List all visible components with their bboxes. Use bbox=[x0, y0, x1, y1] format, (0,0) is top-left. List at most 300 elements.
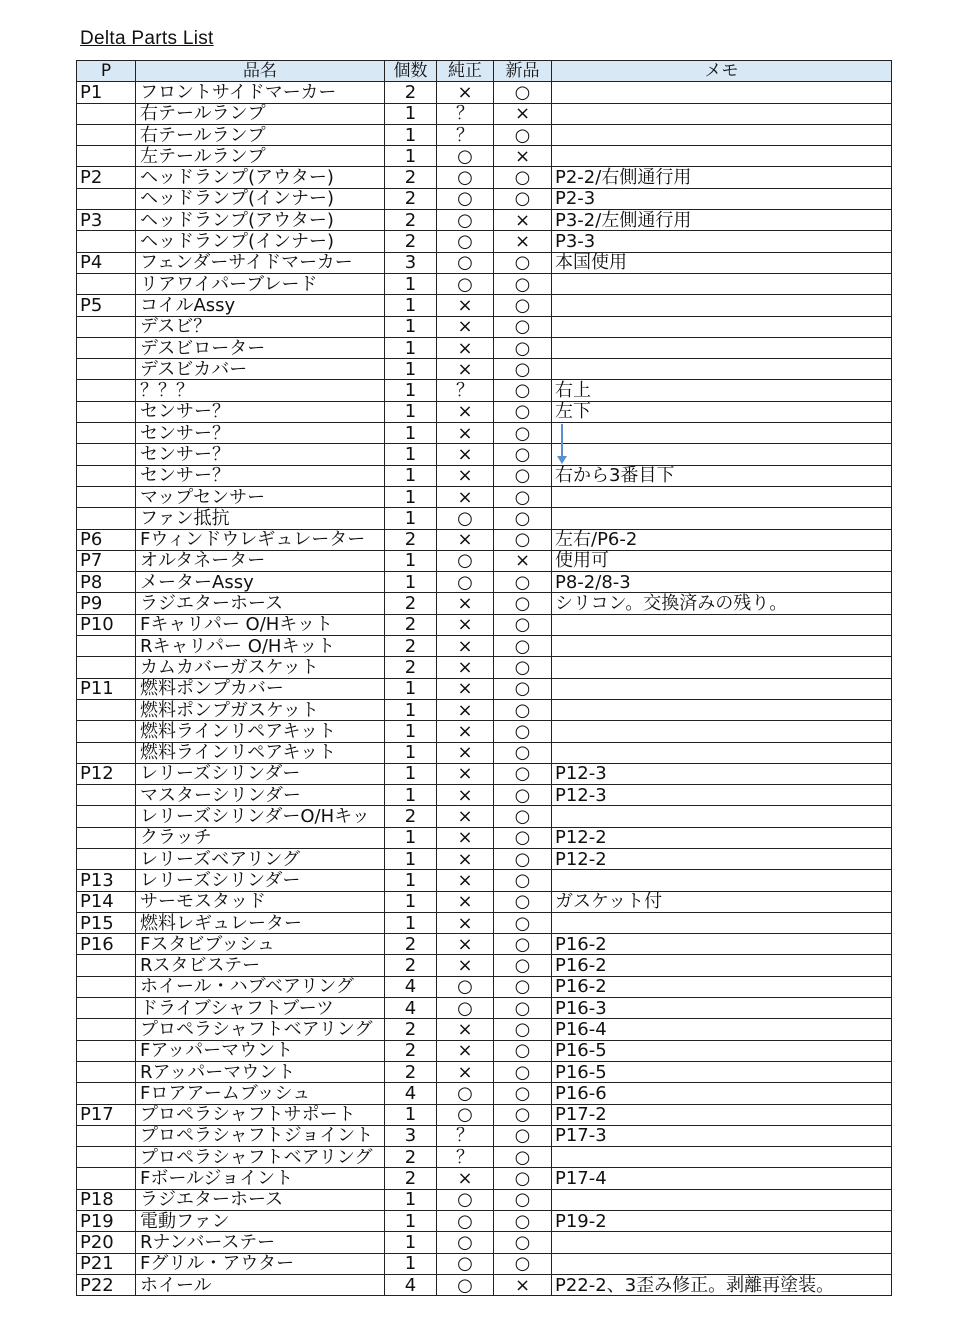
part-name-cell: プロペラシャフトベアリング bbox=[136, 1019, 385, 1040]
part-name-cell: デスビローター bbox=[136, 337, 385, 358]
memo-cell bbox=[552, 742, 892, 763]
memo-cell: P16-2 bbox=[552, 976, 892, 997]
table-row bbox=[77, 231, 892, 252]
part-name-cell: センサー？ bbox=[136, 444, 385, 465]
genuine-cell: × bbox=[437, 657, 494, 678]
genuine-cell: × bbox=[437, 678, 494, 699]
genuine-cell: × bbox=[437, 785, 494, 806]
part-name-cell: フェンダーサイドマーカー bbox=[136, 252, 385, 273]
new-cell: ○ bbox=[494, 699, 552, 720]
new-cell: ○ bbox=[494, 1104, 552, 1125]
quantity-cell: 1 bbox=[385, 699, 437, 720]
quantity-cell: 1 bbox=[385, 848, 437, 869]
part-number-cell: P7 bbox=[77, 550, 136, 571]
new-cell: ○ bbox=[494, 1147, 552, 1168]
table-row bbox=[77, 657, 892, 678]
part-name-cell: プロペラシャフトサポート bbox=[136, 1104, 385, 1125]
memo-cell bbox=[552, 359, 892, 380]
table-row bbox=[77, 550, 892, 571]
part-number-cell: P8 bbox=[77, 572, 136, 593]
part-number-cell: P20 bbox=[77, 1232, 136, 1253]
new-cell: ○ bbox=[494, 934, 552, 955]
part-name-cell: デスビカバー bbox=[136, 359, 385, 380]
table-row bbox=[77, 891, 892, 912]
table-row bbox=[77, 678, 892, 699]
quantity-cell: 1 bbox=[385, 827, 437, 848]
part-number-cell bbox=[77, 316, 136, 337]
genuine-cell: × bbox=[437, 295, 494, 316]
new-cell: ○ bbox=[494, 295, 552, 316]
memo-cell: P22-2、3歪み修正。剥離再塗装。 bbox=[552, 1274, 892, 1295]
memo-cell: P12-3 bbox=[552, 785, 892, 806]
new-cell: ○ bbox=[494, 742, 552, 763]
part-name-cell: マスターシリンダー bbox=[136, 785, 385, 806]
part-name-cell: Rナンバーステー bbox=[136, 1232, 385, 1253]
memo-cell: 右上 bbox=[552, 380, 892, 401]
table-row bbox=[77, 934, 892, 955]
part-number-cell: P16 bbox=[77, 934, 136, 955]
quantity-cell: 1 bbox=[385, 380, 437, 401]
genuine-cell: × bbox=[437, 1040, 494, 1061]
quantity-cell: 2 bbox=[385, 1168, 437, 1189]
memo-cell: P12-2 bbox=[552, 827, 892, 848]
part-number-cell bbox=[77, 955, 136, 976]
genuine-cell: × bbox=[437, 912, 494, 933]
table-row bbox=[77, 912, 892, 933]
col-header-genuine: 純正 bbox=[437, 61, 494, 82]
quantity-cell: 1 bbox=[385, 721, 437, 742]
genuine-cell: × bbox=[437, 423, 494, 444]
col-header-new: 新品 bbox=[494, 61, 552, 82]
table-row bbox=[77, 785, 892, 806]
part-name-cell: 右テールランプ bbox=[136, 124, 385, 145]
quantity-cell: 1 bbox=[385, 912, 437, 933]
quantity-cell: 1 bbox=[385, 444, 437, 465]
table-row bbox=[77, 955, 892, 976]
quantity-cell: 1 bbox=[385, 870, 437, 891]
part-name-cell: レリーズシリンダー bbox=[136, 870, 385, 891]
genuine-cell: ○ bbox=[437, 572, 494, 593]
genuine-cell: ○ bbox=[437, 1211, 494, 1232]
memo-cell bbox=[552, 486, 892, 507]
part-name-cell: センサー？ bbox=[136, 465, 385, 486]
genuine-cell: × bbox=[437, 827, 494, 848]
table-row bbox=[77, 1125, 892, 1146]
part-name-cell: クラッチ bbox=[136, 827, 385, 848]
memo-cell bbox=[552, 103, 892, 124]
quantity-cell: 4 bbox=[385, 976, 437, 997]
table-row bbox=[77, 380, 892, 401]
genuine-cell: ○ bbox=[437, 210, 494, 231]
page-title: Delta Parts List bbox=[80, 28, 214, 49]
table-row bbox=[77, 401, 892, 422]
genuine-cell: ○ bbox=[437, 146, 494, 167]
genuine-cell: ○ bbox=[437, 998, 494, 1019]
quantity-cell: 1 bbox=[385, 423, 437, 444]
new-cell: × bbox=[494, 550, 552, 571]
col-header-memo: メモ bbox=[552, 61, 892, 82]
quantity-cell: 2 bbox=[385, 188, 437, 209]
part-number-cell bbox=[77, 103, 136, 124]
new-cell: ○ bbox=[494, 252, 552, 273]
memo-cell: P16-2 bbox=[552, 955, 892, 976]
part-name-cell: ラジエターホース bbox=[136, 593, 385, 614]
part-number-cell bbox=[77, 827, 136, 848]
genuine-cell: ○ bbox=[437, 1253, 494, 1274]
new-cell: ○ bbox=[494, 486, 552, 507]
new-cell: ○ bbox=[494, 572, 552, 593]
genuine-cell: × bbox=[437, 955, 494, 976]
part-name-cell: 右テールランプ bbox=[136, 103, 385, 124]
part-name-cell: 燃料レギュレーター bbox=[136, 912, 385, 933]
part-name-cell: オルタネーター bbox=[136, 550, 385, 571]
part-number-cell: P5 bbox=[77, 295, 136, 316]
quantity-cell: 1 bbox=[385, 785, 437, 806]
part-name-cell: メーターAssy bbox=[136, 572, 385, 593]
quantity-cell: 2 bbox=[385, 231, 437, 252]
part-number-cell bbox=[77, 380, 136, 401]
part-name-cell: ドライブシャフトブーツ bbox=[136, 998, 385, 1019]
part-name-cell: センサー？ bbox=[136, 423, 385, 444]
genuine-cell: × bbox=[437, 359, 494, 380]
part-number-cell bbox=[77, 657, 136, 678]
table-row bbox=[77, 699, 892, 720]
quantity-cell: 1 bbox=[385, 742, 437, 763]
table-row bbox=[77, 1083, 892, 1104]
quantity-cell: 1 bbox=[385, 1211, 437, 1232]
part-name-cell: ヘッドランプ(インナー) bbox=[136, 188, 385, 209]
part-number-cell bbox=[77, 401, 136, 422]
part-number-cell bbox=[77, 848, 136, 869]
new-cell: ○ bbox=[494, 848, 552, 869]
table-row bbox=[77, 806, 892, 827]
table-row bbox=[77, 423, 892, 444]
col-header-name: 品名 bbox=[136, 61, 385, 82]
quantity-cell: 1 bbox=[385, 763, 437, 784]
memo-cell bbox=[552, 657, 892, 678]
quantity-cell: 1 bbox=[385, 1189, 437, 1210]
table-row bbox=[77, 848, 892, 869]
part-name-cell: リアワイパーブレード bbox=[136, 273, 385, 294]
part-name-cell: 左テールランプ bbox=[136, 146, 385, 167]
memo-cell: P16-5 bbox=[552, 1061, 892, 1082]
memo-cell: 本国使用 bbox=[552, 252, 892, 273]
memo-cell bbox=[552, 721, 892, 742]
genuine-cell: × bbox=[437, 486, 494, 507]
genuine-cell: ○ bbox=[437, 1232, 494, 1253]
table-row bbox=[77, 529, 892, 550]
table-row bbox=[77, 1232, 892, 1253]
part-name-cell: ヘッドランプ(アウター) bbox=[136, 210, 385, 231]
quantity-cell: 2 bbox=[385, 167, 437, 188]
part-name-cell: Rキャリパー O/Hキット bbox=[136, 636, 385, 657]
genuine-cell: × bbox=[437, 742, 494, 763]
table-row bbox=[77, 763, 892, 784]
quantity-cell: 1 bbox=[385, 891, 437, 912]
table-row bbox=[77, 1040, 892, 1061]
table-row bbox=[77, 316, 892, 337]
memo-cell bbox=[552, 444, 892, 465]
table-row bbox=[77, 82, 892, 103]
part-number-cell bbox=[77, 1147, 136, 1168]
quantity-cell: 1 bbox=[385, 486, 437, 507]
table-row bbox=[77, 1147, 892, 1168]
genuine-cell: × bbox=[437, 1019, 494, 1040]
col-header-qty: 個数 bbox=[385, 61, 437, 82]
part-number-cell: P14 bbox=[77, 891, 136, 912]
genuine-cell: ？ bbox=[437, 380, 494, 401]
memo-cell bbox=[552, 614, 892, 635]
quantity-cell: 3 bbox=[385, 1125, 437, 1146]
memo-cell: 左右/P6-2 bbox=[552, 529, 892, 550]
genuine-cell: × bbox=[437, 806, 494, 827]
new-cell: × bbox=[494, 231, 552, 252]
new-cell: ○ bbox=[494, 636, 552, 657]
col-header-p: P bbox=[77, 61, 136, 82]
part-name-cell: フロントサイドマーカー bbox=[136, 82, 385, 103]
memo-cell: 左下 bbox=[552, 401, 892, 422]
genuine-cell: ○ bbox=[437, 550, 494, 571]
genuine-cell: × bbox=[437, 401, 494, 422]
quantity-cell: 1 bbox=[385, 124, 437, 145]
memo-cell: P12-3 bbox=[552, 763, 892, 784]
table-row bbox=[77, 188, 892, 209]
memo-cell bbox=[552, 1147, 892, 1168]
new-cell: ○ bbox=[494, 1253, 552, 1274]
table-row bbox=[77, 998, 892, 1019]
part-number-cell bbox=[77, 146, 136, 167]
new-cell: ○ bbox=[494, 273, 552, 294]
table-row bbox=[77, 444, 892, 465]
new-cell: ○ bbox=[494, 1232, 552, 1253]
table-row bbox=[77, 1061, 892, 1082]
memo-cell: P17-4 bbox=[552, 1168, 892, 1189]
genuine-cell: × bbox=[437, 82, 494, 103]
part-number-cell: P19 bbox=[77, 1211, 136, 1232]
part-name-cell: プロペラシャフトベアリング bbox=[136, 1147, 385, 1168]
genuine-cell: ○ bbox=[437, 976, 494, 997]
table-row bbox=[77, 614, 892, 635]
part-name-cell: 燃料ポンプカバー bbox=[136, 678, 385, 699]
table-row bbox=[77, 1019, 892, 1040]
table-row bbox=[77, 827, 892, 848]
table-row bbox=[77, 124, 892, 145]
quantity-cell: 2 bbox=[385, 593, 437, 614]
new-cell: ○ bbox=[494, 1168, 552, 1189]
genuine-cell: × bbox=[437, 529, 494, 550]
genuine-cell: × bbox=[437, 593, 494, 614]
new-cell: × bbox=[494, 1274, 552, 1295]
part-name-cell: レリーズベアリング bbox=[136, 848, 385, 869]
genuine-cell: ○ bbox=[437, 252, 494, 273]
part-name-cell: Fスタビブッシュ bbox=[136, 934, 385, 955]
quantity-cell: 1 bbox=[385, 1253, 437, 1274]
new-cell: ○ bbox=[494, 1061, 552, 1082]
quantity-cell: 2 bbox=[385, 657, 437, 678]
memo-cell: P3-3 bbox=[552, 231, 892, 252]
new-cell: ○ bbox=[494, 1019, 552, 1040]
part-number-cell bbox=[77, 1019, 136, 1040]
quantity-cell: 1 bbox=[385, 103, 437, 124]
table-row bbox=[77, 273, 892, 294]
memo-cell bbox=[552, 870, 892, 891]
memo-cell: P16-2 bbox=[552, 934, 892, 955]
part-number-cell bbox=[77, 273, 136, 294]
parts-table bbox=[76, 60, 892, 1296]
table-row bbox=[77, 1189, 892, 1210]
genuine-cell: ○ bbox=[437, 1189, 494, 1210]
genuine-cell: × bbox=[437, 636, 494, 657]
genuine-cell: × bbox=[437, 848, 494, 869]
memo-cell bbox=[552, 1232, 892, 1253]
part-number-cell: P11 bbox=[77, 678, 136, 699]
new-cell: ○ bbox=[494, 423, 552, 444]
memo-cell: P16-3 bbox=[552, 998, 892, 1019]
table-row bbox=[77, 1211, 892, 1232]
part-name-cell: カムカバーガスケット bbox=[136, 657, 385, 678]
quantity-cell: 2 bbox=[385, 1019, 437, 1040]
memo-cell: P19-2 bbox=[552, 1211, 892, 1232]
quantity-cell: 2 bbox=[385, 955, 437, 976]
new-cell: ○ bbox=[494, 657, 552, 678]
part-number-cell: P18 bbox=[77, 1189, 136, 1210]
new-cell: ○ bbox=[494, 359, 552, 380]
genuine-cell: × bbox=[437, 870, 494, 891]
part-number-cell: P4 bbox=[77, 252, 136, 273]
quantity-cell: 1 bbox=[385, 465, 437, 486]
genuine-cell: × bbox=[437, 763, 494, 784]
part-number-cell bbox=[77, 444, 136, 465]
new-cell: ○ bbox=[494, 593, 552, 614]
part-number-cell bbox=[77, 998, 136, 1019]
new-cell: ○ bbox=[494, 380, 552, 401]
memo-cell bbox=[552, 806, 892, 827]
part-number-cell bbox=[77, 508, 136, 529]
part-name-cell: Fグリル・アウター bbox=[136, 1253, 385, 1274]
quantity-cell: 1 bbox=[385, 359, 437, 380]
part-name-cell: ？？？ bbox=[136, 380, 385, 401]
table-row bbox=[77, 359, 892, 380]
part-number-cell: P13 bbox=[77, 870, 136, 891]
genuine-cell: × bbox=[437, 934, 494, 955]
memo-cell: 右から3番目下 bbox=[552, 465, 892, 486]
part-number-cell: P15 bbox=[77, 912, 136, 933]
new-cell: ○ bbox=[494, 955, 552, 976]
new-cell: ○ bbox=[494, 82, 552, 103]
quantity-cell: 1 bbox=[385, 1232, 437, 1253]
table-row bbox=[77, 742, 892, 763]
new-cell: ○ bbox=[494, 998, 552, 1019]
new-cell: ○ bbox=[494, 124, 552, 145]
table-row bbox=[77, 593, 892, 614]
part-number-cell bbox=[77, 1168, 136, 1189]
new-cell: ○ bbox=[494, 678, 552, 699]
quantity-cell: 2 bbox=[385, 636, 437, 657]
new-cell: ○ bbox=[494, 508, 552, 529]
memo-cell: シリコン。交換済みの残り。 bbox=[552, 593, 892, 614]
new-cell: ○ bbox=[494, 316, 552, 337]
memo-cell bbox=[552, 316, 892, 337]
quantity-cell: 2 bbox=[385, 210, 437, 231]
new-cell: ○ bbox=[494, 529, 552, 550]
genuine-cell: ？ bbox=[437, 1147, 494, 1168]
part-number-cell: P21 bbox=[77, 1253, 136, 1274]
arrow-down-icon bbox=[555, 446, 569, 464]
quantity-cell: 4 bbox=[385, 1274, 437, 1295]
memo-cell: P2-2/右側通行用 bbox=[552, 167, 892, 188]
table-row bbox=[77, 1253, 892, 1274]
table-row bbox=[77, 210, 892, 231]
memo-cell: P12-2 bbox=[552, 848, 892, 869]
part-name-cell: Fロアアームブッシュ bbox=[136, 1083, 385, 1104]
memo-cell bbox=[552, 295, 892, 316]
part-number-cell bbox=[77, 337, 136, 358]
genuine-cell: × bbox=[437, 721, 494, 742]
table-row bbox=[77, 337, 892, 358]
quantity-cell: 2 bbox=[385, 806, 437, 827]
part-name-cell: 燃料ポンプガスケット bbox=[136, 699, 385, 720]
part-name-cell: Fアッパーマウント bbox=[136, 1040, 385, 1061]
new-cell: ○ bbox=[494, 870, 552, 891]
new-cell: ○ bbox=[494, 721, 552, 742]
table-header bbox=[77, 61, 892, 82]
part-name-cell: Fボールジョイント bbox=[136, 1168, 385, 1189]
table-row bbox=[77, 167, 892, 188]
memo-cell: P17-2 bbox=[552, 1104, 892, 1125]
part-name-cell: ラジエターホース bbox=[136, 1189, 385, 1210]
memo-cell bbox=[552, 636, 892, 657]
genuine-cell: × bbox=[437, 337, 494, 358]
quantity-cell: 1 bbox=[385, 1104, 437, 1125]
part-name-cell: ヘッドランプ(インナー) bbox=[136, 231, 385, 252]
genuine-cell: ○ bbox=[437, 273, 494, 294]
new-cell: ○ bbox=[494, 912, 552, 933]
quantity-cell: 1 bbox=[385, 678, 437, 699]
quantity-cell: 1 bbox=[385, 572, 437, 593]
part-name-cell: レリーズシリンダー bbox=[136, 763, 385, 784]
genuine-cell: ○ bbox=[437, 231, 494, 252]
part-name-cell: ファン抵抗 bbox=[136, 508, 385, 529]
part-number-cell bbox=[77, 1083, 136, 1104]
part-number-cell: P6 bbox=[77, 529, 136, 550]
table-row bbox=[77, 572, 892, 593]
part-number-cell bbox=[77, 636, 136, 657]
memo-cell: P2-3 bbox=[552, 188, 892, 209]
genuine-cell: ？ bbox=[437, 1125, 494, 1146]
memo-cell bbox=[552, 337, 892, 358]
genuine-cell: × bbox=[437, 465, 494, 486]
genuine-cell: × bbox=[437, 891, 494, 912]
quantity-cell: 4 bbox=[385, 1083, 437, 1104]
part-number-cell: P1 bbox=[77, 82, 136, 103]
memo-cell bbox=[552, 273, 892, 294]
genuine-cell: × bbox=[437, 316, 494, 337]
memo-cell: P8-2/8-3 bbox=[552, 572, 892, 593]
part-number-cell bbox=[77, 1061, 136, 1082]
part-number-cell bbox=[77, 742, 136, 763]
part-number-cell: P10 bbox=[77, 614, 136, 635]
memo-cell: ガスケット付 bbox=[552, 891, 892, 912]
quantity-cell: 1 bbox=[385, 316, 437, 337]
new-cell: ○ bbox=[494, 401, 552, 422]
part-number-cell bbox=[77, 423, 136, 444]
genuine-cell: ○ bbox=[437, 167, 494, 188]
quantity-cell: 1 bbox=[385, 401, 437, 422]
table-row bbox=[77, 252, 892, 273]
new-cell: ○ bbox=[494, 763, 552, 784]
part-name-cell: ホイール・ハブベアリング bbox=[136, 976, 385, 997]
memo-cell: P16-6 bbox=[552, 1083, 892, 1104]
